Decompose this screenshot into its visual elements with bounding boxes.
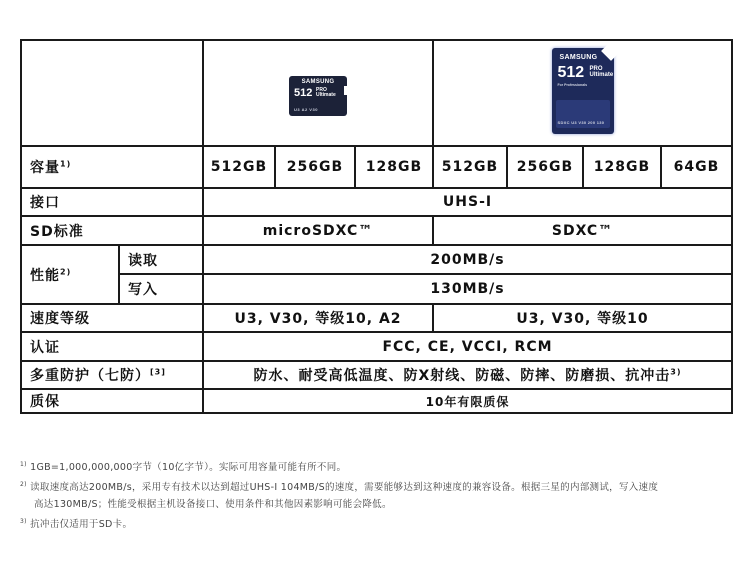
write-value: 130MB/s	[203, 274, 732, 304]
certification-label: 认证	[21, 332, 203, 361]
capacity-value: 64GB	[661, 146, 732, 188]
spec-table	[20, 39, 733, 414]
capacity-value: 128GB	[355, 146, 433, 188]
write-label: 写入	[119, 274, 203, 304]
footnote-2: $^{2)}$ 读取速度高达200MB/s，采用专有技术以达到超过UHS-I 104MB/S的速度，需要能够达到这种速度的兼容设备。根据三星的内部测试，写入速度	[20, 481, 659, 494]
speed-class-label: 速度等级	[21, 304, 203, 332]
sd-standard-micro: microSDXC™	[203, 216, 433, 245]
footnote-2-continued: 高达130MB/S；性能受根据主机设备接口、使用条件和其他因素影响可能会降低。	[34, 499, 392, 511]
speed-class-sd: U3, V30, 等级10	[433, 304, 732, 332]
interface-label: 接口	[21, 188, 203, 216]
footnote-3: $^{3)}$ 抗冲击仅适用于SD卡。	[20, 518, 133, 531]
read-row	[21, 245, 732, 274]
write-row	[21, 274, 732, 304]
read-label: 读取	[119, 245, 203, 274]
capacity-value: 256GB	[507, 146, 583, 188]
microsd-badge: PRO Ultimate	[316, 86, 336, 98]
sd-card-image	[552, 48, 614, 134]
sd-capacity: 512	[557, 64, 585, 81]
sd-standard-sd: SDXC™	[433, 216, 732, 245]
warranty-row	[21, 389, 732, 413]
capacity-row	[21, 146, 732, 188]
protection-value: 防水、耐受高低温度、防X射线、防磁、防摔、防磨损、抗冲击$^{3)}$	[203, 361, 732, 389]
sd-brand: SAMSUNG	[559, 54, 598, 61]
microsd-marks: U3 A2 V30	[294, 106, 318, 112]
microsd-capacity: 512	[294, 86, 313, 99]
speed-class-row	[21, 304, 732, 332]
footnote-1: $^{1)}$ 1GB=1,000,000,000字节（10亿字节）。实际可用容量可能有所不同。	[20, 461, 347, 474]
interface-row	[21, 188, 732, 216]
sd-subtitle: For Professionals	[557, 83, 588, 87]
protection-label: 多重防护（七防）[3]	[21, 361, 203, 389]
warranty-label: 质保	[21, 389, 203, 413]
capacity-value: 128GB	[583, 146, 661, 188]
sd-badge: PRO Ultimate	[589, 66, 614, 78]
capacity-label: 容量$^{1)}$	[21, 146, 203, 188]
sd-marks: SDXC U3 V30 200 130	[557, 120, 605, 125]
image-row	[21, 40, 732, 146]
capacity-value: 256GB	[275, 146, 355, 188]
microsd-card-image	[289, 76, 347, 116]
speed-class-micro: U3, V30, 等级10, A2	[203, 304, 433, 332]
microsd-brand: SAMSUNG	[301, 78, 335, 85]
image-row-empty-cell	[21, 40, 203, 146]
warranty-value: 10年有限质保	[203, 389, 732, 413]
capacity-value: 512GB	[433, 146, 507, 188]
read-value: 200MB/s	[203, 245, 732, 274]
certification-row	[21, 332, 732, 361]
microsd-image-cell	[203, 40, 433, 146]
sd-standard-row	[21, 216, 732, 245]
certification-value: FCC, CE, VCCI, RCM	[203, 332, 732, 361]
footnotes	[20, 456, 735, 533]
interface-value: UHS-I	[203, 188, 732, 216]
protection-row	[21, 361, 732, 389]
capacity-value: 512GB	[203, 146, 275, 188]
sd-standard-label: SD标准	[21, 216, 203, 245]
sd-image-cell	[433, 40, 732, 146]
performance-label: 性能$^{2)}$	[21, 245, 119, 304]
